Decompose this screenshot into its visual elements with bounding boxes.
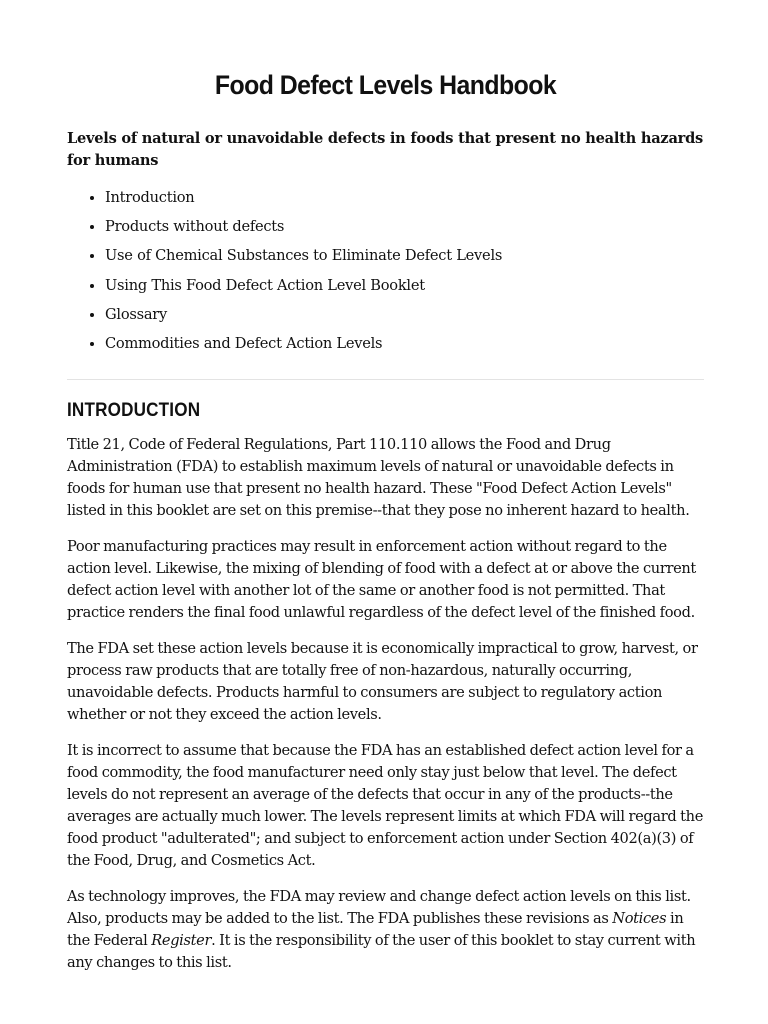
paragraph: It is incorrect to assume that because the FDA has an established defect action level for a food commodity, the food manufacturer need only stay just below that level. The defect levels do not represent an average of the defects that occur in any of the products--the averages are actually much lower. The levels represent limits at which FDA will regard the food product "adulterated"; and subject to enforcement action under Section 402(a)(3) of the Food, Drug, and Cosmetics Act. — [67, 742, 703, 869]
paragraph — [67, 886, 704, 974]
toc-item-glossary — [105, 302, 502, 331]
toc-link-chemical-substances[interactable]: Use of Chemical Substances to Eliminate Defect Levels — [105, 247, 503, 265]
notices-italic: Notices — [612, 910, 667, 927]
toc-item-chemical-substances — [105, 243, 502, 272]
page-title: Food Defect Levels Handbook — [214, 70, 557, 100]
toc-link-products-without-defects[interactable]: Products without defects — [105, 218, 285, 236]
toc-link-commodities[interactable]: Commodities and Defect Action Levels — [105, 334, 383, 352]
toc-item-commodities — [105, 331, 502, 360]
toc-item-products-without-defects — [105, 214, 502, 243]
paragraph: Title 21, Code of Federal Regulations, Part 110.110 allows the Food and Drug Administration (FDA) to establish maximum levels of natural or unavoidable defects in foods for human use that present no health hazard. These "Food Defect Action Levels" listed in this booklet are set on this premise--that they pose no inherent hazard to health. — [67, 436, 690, 519]
toc-link-using-booklet[interactable]: Using This Food Defect Action Level Booklet — [105, 276, 425, 294]
toc-link-glossary[interactable]: Glossary — [105, 305, 168, 323]
toc-item-introduction — [105, 185, 502, 214]
paragraph-text: . It is the responsibility of the user of this booklet to stay current with any changes to this list. — [67, 932, 696, 971]
paragraph: The FDA set these action levels because it is economically impractical to grow, harvest, or process raw products that are totally free of non-hazardous, naturally occurring, unavoidable defects. Products harmful to consumers are subject to regulatory action whether or not they exceed the action levels. — [67, 640, 698, 723]
introduction-body — [67, 434, 704, 988]
table-of-contents — [67, 185, 502, 360]
paragraph-text: As technology improves, the FDA may review and change defect action levels on this list. Also, products may be added to the list. The FDA publishes these revisions as — [67, 888, 691, 927]
toc-item-using-booklet — [105, 273, 502, 302]
paragraph-text: in the Federal — [67, 910, 684, 949]
toc-link-introduction[interactable]: Introduction — [105, 189, 195, 206]
paragraph: Poor manufacturing practices may result in enforcement action without regard to the action level. Likewise, the mixing of blending of food with a defect at or above the current defect action level with another lot of the same or another food is not permitted. That practice renders the final food unlawful regardless of the defect level of the finished food. — [67, 538, 696, 621]
register-italic: Register — [151, 932, 212, 949]
section-divider — [67, 379, 704, 380]
introduction-heading: INTRODUCTION — [67, 400, 201, 421]
page-subtitle: Levels of natural or unavoidable defects in foods that present no health hazards for humans — [67, 130, 704, 169]
